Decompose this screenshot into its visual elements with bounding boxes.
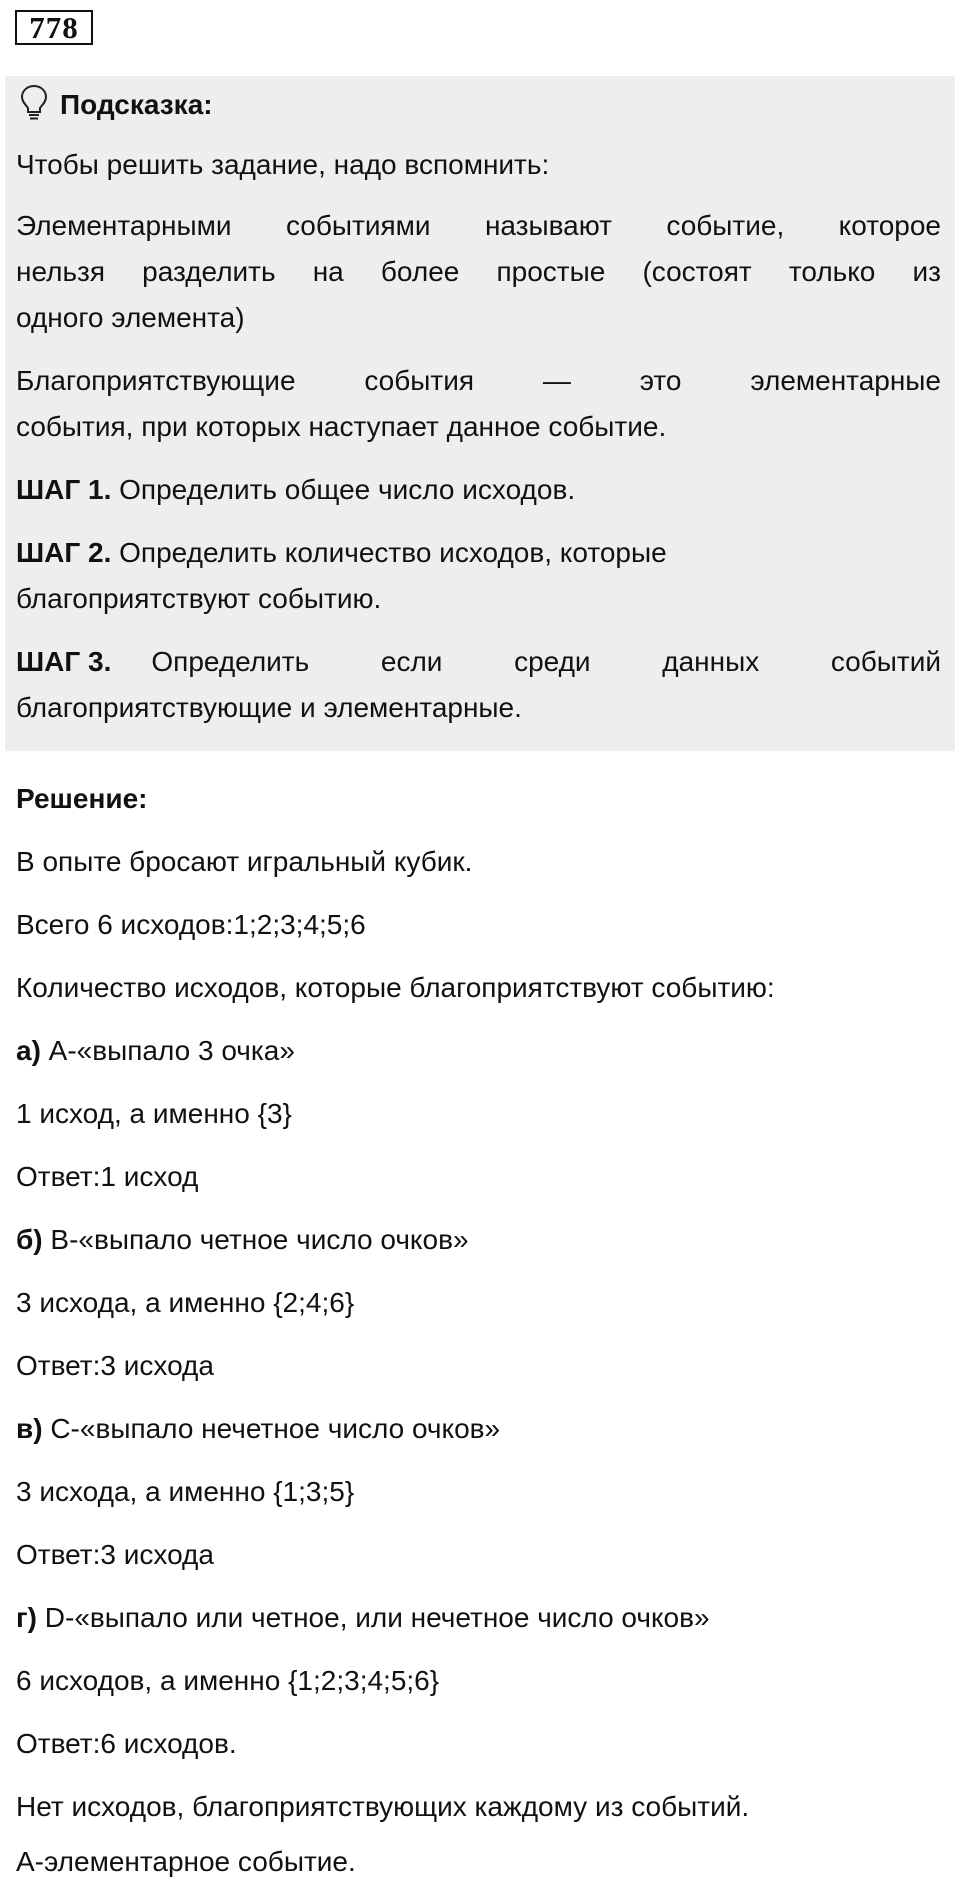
step-1-text: Определить общее число исходов. bbox=[111, 474, 576, 505]
part-b-answer: Ответ:3 исхода bbox=[16, 1350, 214, 1381]
step-2-label: ШАГ 2. bbox=[16, 537, 112, 568]
part-c-event bbox=[16, 1406, 941, 1452]
conclusion-2: А-элементарное событие. bbox=[16, 1846, 356, 1877]
solution-line-1: В опыте бросают игральный кубик. bbox=[16, 846, 473, 877]
part-a-event bbox=[16, 1028, 941, 1074]
part-a-answer: Ответ:1 исход bbox=[16, 1161, 199, 1192]
part-b-letter: б) bbox=[16, 1224, 43, 1255]
solution-line-2: Всего 6 исходов:1;2;3;4;5;6 bbox=[16, 909, 366, 940]
step-1-label: ШАГ 1. bbox=[16, 474, 112, 505]
part-c-outcomes: 3 исхода, а именно {1;3;5} bbox=[16, 1476, 355, 1507]
hint-intro: Чтобы решить задание, надо вспомнить: bbox=[16, 149, 550, 180]
part-a-outcomes: 1 исход, а именно {3} bbox=[16, 1098, 292, 1129]
task-number: 778 bbox=[15, 10, 93, 45]
part-a-letter: а) bbox=[16, 1035, 41, 1066]
part-b-event bbox=[16, 1217, 941, 1263]
part-c-event-text: C-«выпало нечетное число очков» bbox=[42, 1413, 501, 1444]
part-a-event-text: A-«выпало 3 очка» bbox=[40, 1035, 295, 1066]
part-d-outcomes: 6 исходов, а именно {1;2;3;4;5;6} bbox=[16, 1665, 440, 1696]
hint-step-2-line-2: благоприятствуют событию. bbox=[16, 583, 382, 614]
part-c-letter: в) bbox=[16, 1413, 43, 1444]
hint-step-1 bbox=[16, 467, 941, 513]
lightbulb-icon bbox=[20, 84, 48, 122]
part-c-answer: Ответ:3 исхода bbox=[16, 1539, 214, 1570]
hint-step-3-line-2: благоприятствующие и элементарные. bbox=[16, 692, 522, 723]
hint-title: Подсказка: bbox=[60, 89, 213, 120]
part-d-letter: г) bbox=[16, 1602, 37, 1633]
step-3-text: Определить если среди данных событий bbox=[151, 646, 941, 677]
hint-step-3 bbox=[16, 639, 941, 685]
hint-elementary-line-3: одного элемента) bbox=[16, 302, 245, 333]
part-d-answer: Ответ:6 исходов. bbox=[16, 1728, 237, 1759]
solution-line-3: Количество исходов, которые благоприятствуют событию: bbox=[16, 972, 775, 1003]
part-b-event-text: B-«выпало четное число очков» bbox=[42, 1224, 469, 1255]
solution-title: Решение: bbox=[16, 783, 148, 814]
part-d-event-text: D-«выпало или четное, или нечетное число очков» bbox=[37, 1602, 710, 1633]
step-3-label: ШАГ 3. bbox=[16, 646, 112, 677]
step-2-text: Определить количество исходов, которые bbox=[111, 537, 667, 568]
hint-favorable-line-2: события, при которых наступает данное событие. bbox=[16, 411, 667, 442]
conclusion-1: Нет исходов, благоприятствующих каждому из событий. bbox=[16, 1791, 750, 1822]
hint-favorable-line-1: Благоприятствующие события — это элементарные bbox=[16, 365, 941, 396]
part-b-outcomes: 3 исхода, а именно {2;4;6} bbox=[16, 1287, 355, 1318]
part-d-event bbox=[16, 1595, 941, 1641]
hint-elementary-line-2: нельзя разделить на более простые (состоят только из bbox=[16, 256, 941, 287]
hint-step-2 bbox=[16, 530, 941, 576]
hint-elementary-line-1: Элементарными событиями называют событие, которое bbox=[16, 210, 941, 241]
